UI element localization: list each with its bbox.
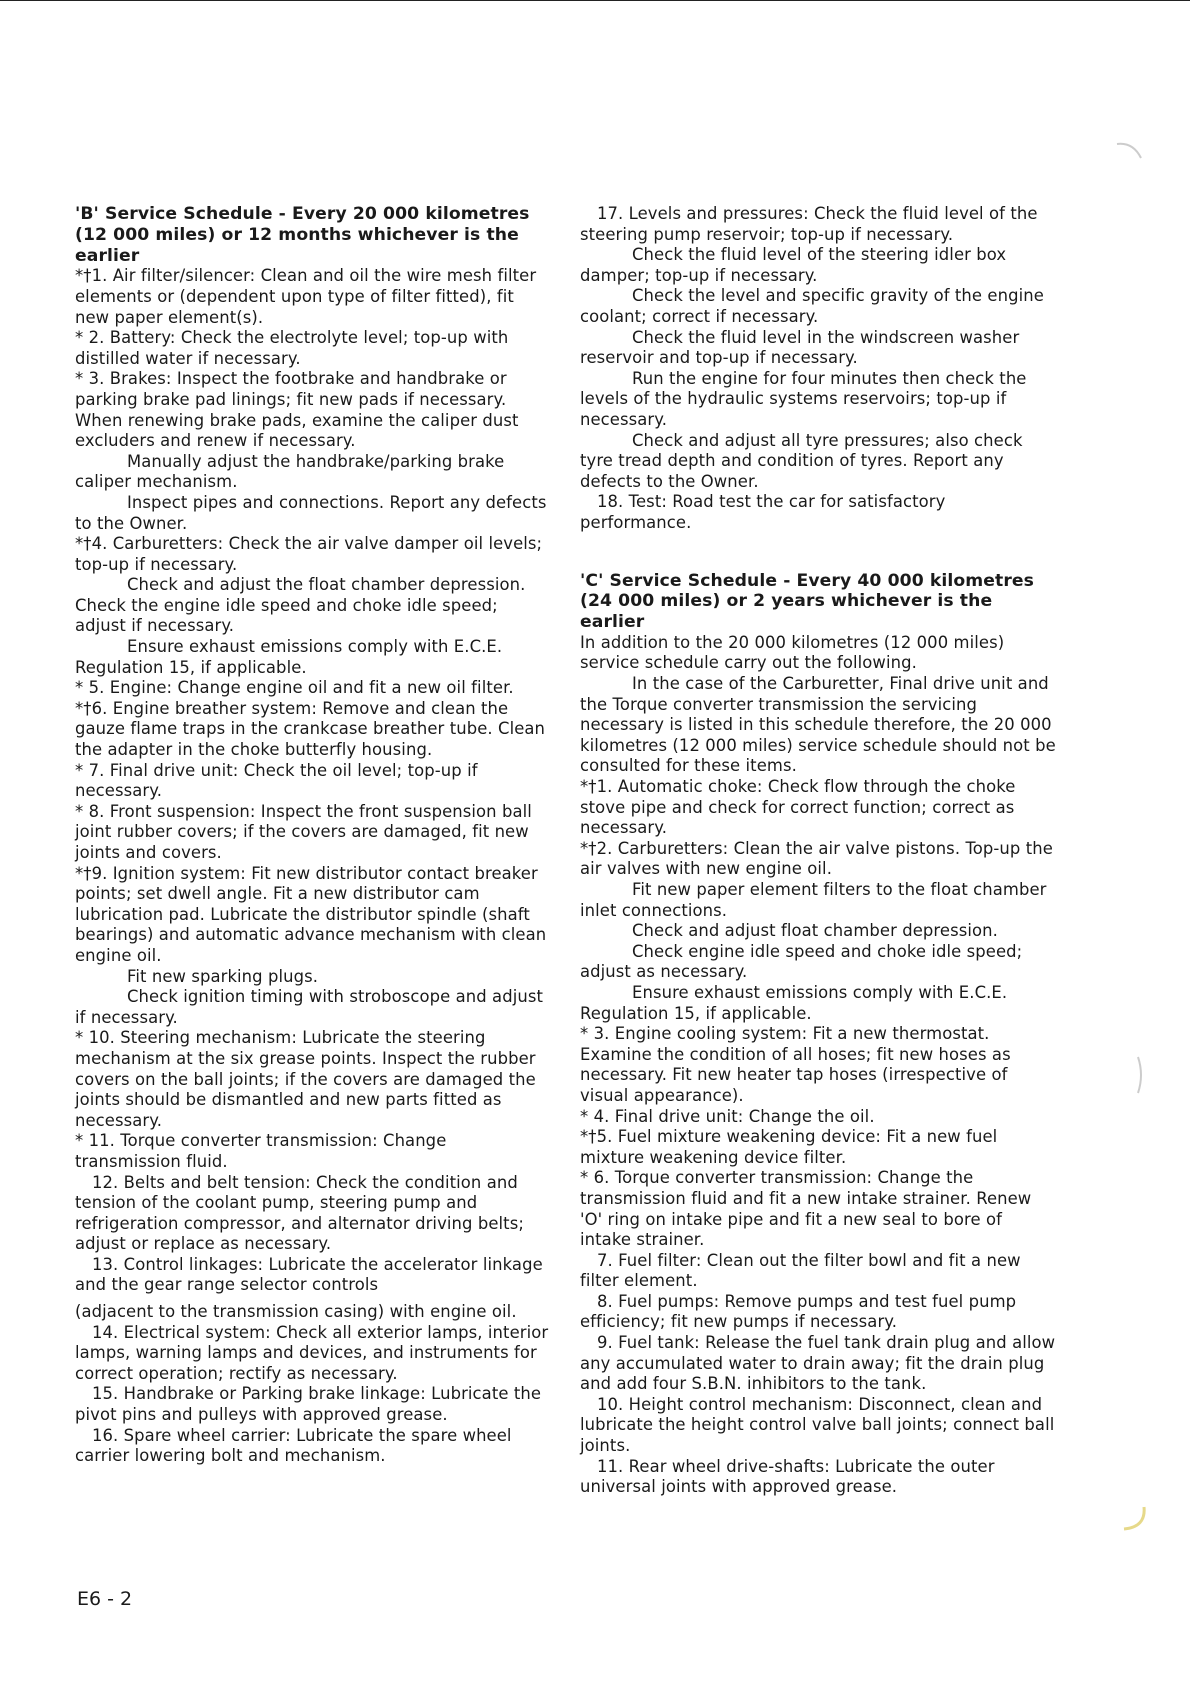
page-number: E6 - 2 (77, 1588, 133, 1610)
b-item-15: 15. Handbrake or Parking brake linkage: Lubricate the pivot pins and pulleys with approved grease. (75, 1384, 542, 1425)
b-item-4b: Check and adjust the float chamber depression. Check the engine idle speed and choke idle speed; adjust if necessary. (75, 575, 526, 636)
b-item-13b: (adjacent to the transmission casing) with engine oil. (75, 1302, 517, 1322)
b-item-2: * 2. Battery: Check the electrolyte level; top-up with distilled water if necessary. (75, 328, 509, 368)
c-item-2c: Check and adjust float chamber depression. (632, 921, 998, 941)
b-service-heading: 'B' Service Schedule - Every 20 000 kilometres (12 000 miles) or 12 months whichever is the earlier (75, 204, 530, 266)
b-item-9: *†9. Ignition system: Fit new distributor contact breaker points; set dwell angle. Fit a new distributor cam lubrication pad. Lubricate the distributor spindle (shaft bearings) and automatic advance mechanism with clean engine oil. (75, 863, 547, 965)
c-item-9: 9. Fuel tank: Release the fuel tank drain plug and allow any accumulated water to drain away; fit the drain plug and add four S.B.N. inhibitors to the tank. (580, 1333, 1056, 1394)
page-top-border (0, 0, 1190, 1)
b-item-7: * 7. Final drive unit: Check the oil level; top-up if necessary. (75, 760, 478, 801)
c-item-10: 10. Height control mechanism: Disconnect, clean and lubricate the height control valve ball joints; connect ball joints. (580, 1394, 1055, 1456)
b-item-6: *†6. Engine breather system: Remove and clean the gauze flame traps in the crankcase breather tube. Clean the adapter in the choke butterfly housing. (75, 698, 546, 760)
b-item-12: 12. Belts and belt tension: Check the condition and tension of the coolant pump, steering pump and refrigeration compressor, and alternator driving belts; adjust or replace as necessary. (75, 1172, 524, 1254)
binding-mark-middle (1135, 1055, 1145, 1095)
b-item-16: 16. Spare wheel carrier: Lubricate the spare wheel carrier lowering bolt and mechanism. (75, 1425, 512, 1466)
c-service-heading: 'C' Service Schedule - Every 40 000 kilometres (24 000 miles) or 2 years whichever is the earlier (580, 570, 1035, 633)
b-item-17f: Check and adjust all tyre pressures; also check tyre tread depth and condition of tyres. Report any defects to the Owner. (580, 430, 1023, 491)
b-item-3: * 3. Brakes: Inspect the footbrake and handbrake or parking brake pad linings; fit new pads if necessary. When renewing brake pads, examine the caliper dust excluders and renew if necessary. (75, 369, 519, 451)
c-intro: In addition to the 20 000 kilometres (12 000 miles) service schedule carry out the following. (580, 632, 1005, 673)
c-item-2e: Ensure exhaust emissions comply with E.C.E. Regulation 15, if applicable. (580, 982, 1008, 1023)
c-item-4: * 4. Final drive unit: Change the oil. (580, 1106, 875, 1126)
b-item-17d: Check the fluid level in the windscreen washer reservoir and top-up if necessary. (580, 327, 1020, 368)
c-item-5: *†5. Fuel mixture weakening device: Fit a new fuel mixture weakening device filter. (580, 1127, 998, 1167)
b-item-14: 14. Electrical system: Check all exterior lamps, interior lamps, warning lamps and devices, and instruments for correct operation; rectify as necessary. (75, 1322, 549, 1383)
b-item-13: 13. Control linkages: Lubricate the accelerator linkage and the gear range selector controls (75, 1254, 543, 1295)
b-item-17b: Check the fluid level of the steering idler box damper; top-up if necessary. (580, 245, 1007, 285)
c-item-7: 7. Fuel filter: Clean out the filter bowl and fit a new filter element. (580, 1250, 1021, 1291)
b-item-9c: Check ignition timing with stroboscope and adjust if necessary. (75, 987, 544, 1027)
c-item-2: *†2. Carburetters: Clean the air valve pistons. Top-up the air valves with new engine oil. (580, 838, 1053, 879)
c-item-8: 8. Fuel pumps: Remove pumps and test fuel pump efficiency; fit new pumps if necessary. (580, 1291, 1017, 1332)
b-item-17: 17. Levels and pressures: Check the fluid level of the steering pump reservoir; top-up if necessary. (580, 204, 1038, 244)
c-item-1: *†1. Automatic choke: Check flow through the choke stove pipe and check for correct function; correct as necessary. (580, 777, 1016, 838)
b-item-8: * 8. Front suspension: Inspect the front suspension ball joint rubber covers; if the covers are damaged, fit new joints and covers. (75, 801, 532, 863)
b-item-5: * 5. Engine: Change engine oil and fit a new oil filter. (75, 678, 514, 698)
c-item-6: * 6. Torque converter transmission: Change the transmission fluid and fit a new intake strainer. Renew 'O' ring on intake pipe and fit a new seal to bore of intake strainer. (580, 1168, 1032, 1250)
b-item-4c: Ensure exhaust emissions comply with E.C.E. Regulation 15, if applicable. (75, 637, 503, 677)
spacer (580, 534, 1058, 571)
right-column (580, 204, 1058, 1498)
left-column (75, 204, 553, 1467)
c-item-11: 11. Rear wheel drive-shafts: Lubricate the outer universal joints with approved grease. (580, 1456, 995, 1497)
b-item-18: 18. Test: Road test the car for satisfactory performance. (580, 492, 946, 532)
b-item-17e: Run the engine for four minutes then check the levels of the hydraulic systems reservoirs; top-up if necessary. (580, 368, 1027, 429)
b-item-9b: Fit new sparking plugs. (127, 966, 319, 986)
b-item-17c: Check the level and specific gravity of the engine coolant; correct if necessary. (580, 286, 1044, 326)
b-item-3b: Manually adjust the handbrake/parking brake caliper mechanism. (75, 451, 505, 492)
b-item-1: *†1. Air filter/silencer: Clean and oil the wire mesh filter elements or (dependent upon type of filter fitted), fit new paper element(s). (75, 266, 537, 327)
binding-mark-bottom (1120, 1505, 1150, 1535)
binding-mark-top (1115, 140, 1145, 170)
c-intro-2: In the case of the Carburetter, Final drive unit and the Torque converter transmission the servicing necessary is listed in this schedule therefore, the 20 000 kilometres (12 000 miles) service schedule should not be consulted for these items. (580, 674, 1056, 776)
b-item-10: * 10. Steering mechanism: Lubricate the steering mechanism at the six grease points. Inspect the rubber covers on the ball joints; if the covers are damaged the joints should be dismantled and new parts fitted as necessary. (75, 1028, 536, 1130)
c-item-2d: Check engine idle speed and choke idle speed; adjust as necessary. (580, 941, 1023, 982)
c-item-3: * 3. Engine cooling system: Fit a new thermostat. Examine the condition of all hoses; fit new hoses as necessary. Fit new heater tap hoses (irrespective of visual appearance). (580, 1024, 1011, 1105)
b-item-3c: Inspect pipes and connections. Report any defects to the Owner. (75, 492, 547, 533)
b-item-4: *†4. Carburetters: Check the air valve damper oil levels; top-up if necessary. (75, 534, 543, 574)
b-item-11: * 11. Torque converter transmission: Change transmission fluid. (75, 1131, 447, 1171)
c-item-2b: Fit new paper element filters to the float chamber inlet connections. (580, 880, 1047, 920)
